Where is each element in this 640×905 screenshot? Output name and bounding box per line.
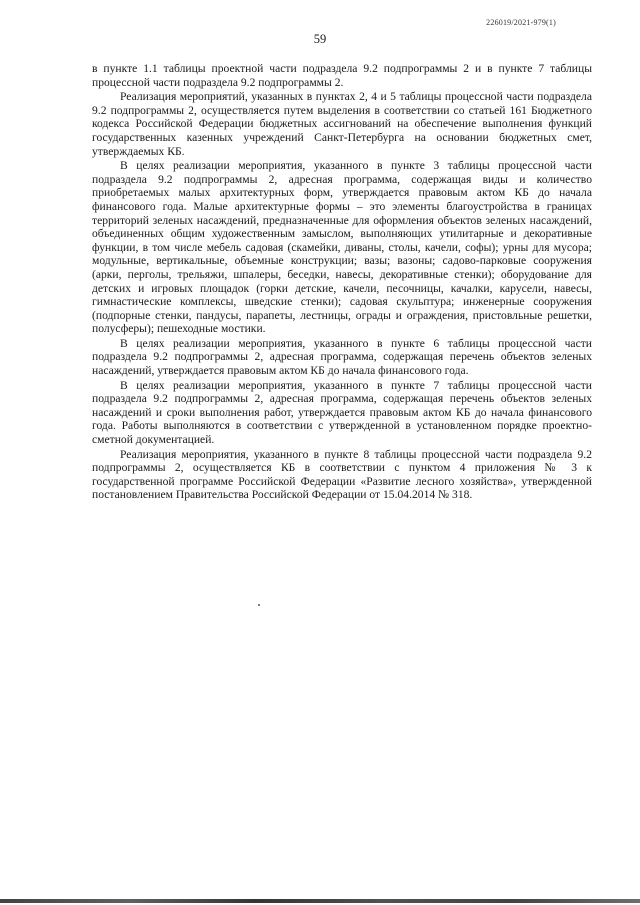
document-registration-number: 226019/2021-979(1) bbox=[486, 18, 556, 27]
paragraph-item-7: В целях реализации мероприятия, указанного в пункте 7 таблицы процессной части подраздела 9.2 подпрограммы 2, адресная программа, содержащая перечень объектов зеленых насаждений и сроки выполнения работ, утверждается правовым актом КБ до начала финансового года. Работы выполняются в соответствии с утвержденной в установленном порядке проектно-сметной документацией. bbox=[92, 378, 592, 447]
paragraph-item-6: В целях реализации мероприятия, указанного в пункте 6 таблицы процессной части подраздела 9.2 подпрограммы 2, адресная программа, содержащая перечень объектов зеленых насаждений, утверждается правовым актом КБ до начала финансового года. bbox=[92, 336, 592, 378]
paragraph-items-2-4-5: Реализация мероприятий, указанных в пунктах 2, 4 и 5 таблицы процессной части подраздела 9.2 подпрограммы 2, осуществляется путем выделения в соответствии со статьей 161 Бюджетного кодекса Российской Федерации бюджетных ассигнований на обеспечение выполнения функций государственных казенных учреждений Санкт-Петербурга на основании бюджетных смет, утверждаемых КБ. bbox=[92, 90, 592, 158]
page-number: 59 bbox=[313, 32, 327, 46]
document-body bbox=[92, 62, 592, 503]
scan-bottom-edge bbox=[0, 899, 640, 903]
paragraph-item-8: Реализация мероприятия, указанного в пункте 8 таблицы процессной части подраздела 9.2 подпрограммы 2, осуществляется КБ в соответствии с пунктом 4 приложения № 3 к государственной программе Российской Федерации «Развитие лесного хозяйства», утвержденной постановлением Правительства Российской Федерации от 15.04.2014 № 318. bbox=[92, 447, 592, 502]
paragraph-continuation: в пункте 1.1 таблицы проектной части подраздела 9.2 подпрограммы 2 и в пункте 7 таблицы процессной части подраздела 9.2 подпрограммы 2. bbox=[92, 62, 592, 89]
scan-speck bbox=[258, 604, 260, 606]
paragraph-item-3: В целях реализации мероприятия, указанного в пункте 3 таблицы процессной части подраздела 9.2 подпрограммы 2, адресная программа, содержащая виды и количество приобретаемых малых архитектурных форм, утверждается правовым актом КБ до начала финансового года. Малые архитектурные формы – это элементы благоустройства в границах территорий зеленых насаждений, предназначенные для оформления объектов зеленых насаждений, объединенных общим художественным замыслом, выполняющих утилитарные и декоративные функции, в том числе мебель садовая (скамейки, диваны, столы, качели, софы); урны для мусора; модульные, вертикальные, объемные конструкции; вазы; вазоны; садово-парковые сооружения (арки, перголы, трельяжи, шпалеры, беседки, навесы, декоративные стенки); оборудование для детских и игровых площадок (горки детские, качели, песочницы, качалки, карусели, навесы, гимнастические комплексы, шведские стенки); садовая скульптура; инженерные сооружения (подпорные стенки, пандусы, парапеты, лестницы, ограды и ограждения, пристовльные решетки, полусферы); пешеходные мостики. bbox=[92, 159, 592, 336]
